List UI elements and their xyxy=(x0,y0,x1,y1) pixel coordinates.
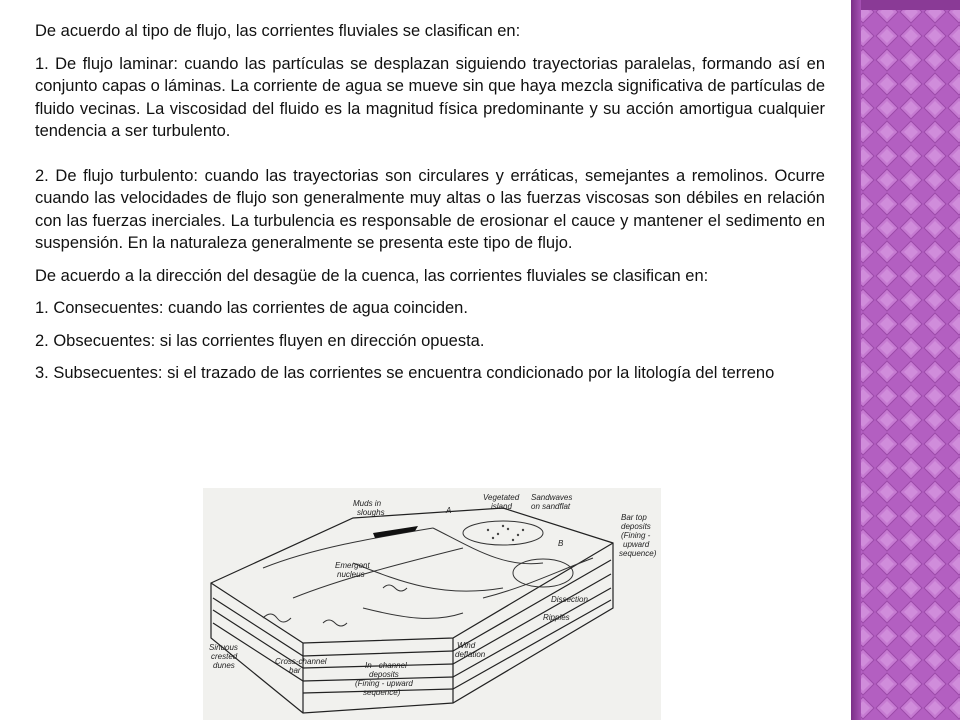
label-inchannel-4: sequence) xyxy=(363,688,401,697)
label-inchannel-2: deposits xyxy=(369,670,399,679)
braided-river-diagram xyxy=(203,488,661,720)
label-sinuous-2: crested xyxy=(211,652,238,661)
label-bartop-3: (Fining - xyxy=(621,531,651,540)
diagram-labels xyxy=(209,493,657,697)
label-sinuous-1: Sinuous xyxy=(209,643,238,652)
turbulent-flow-paragraph: 2. De flujo turbulento: cuando las trayectorias son circulares y erráticas, semejantes a remolinos. Ocurre cuando las velocidades de flujo son generalmente muy altas o las fuerzas viscosas son débiles en relación con las fuerzas inerciales. La turbulencia es responsable de erosionar el cauce y mantener el sedimento en suspensión. En la naturaleza generalmente se presenta este tipo de flujo. xyxy=(35,166,825,252)
label-sandwaves-1: Sandwaves xyxy=(531,493,573,502)
consequent-streams: 1. Consecuentes: cuando las corrientes de agua coinciden. xyxy=(35,299,468,317)
laminar-flow-paragraph: 1. De flujo laminar: cuando las partículas se desplazan siguiendo trayectorias paralelas, formando así en conjunto capas o láminas. La corriente de agua se mueve sin que haya mezcla significativa de partículas de fluido vecinas. La viscosidad del fluido es la magnitud física predominante y su acción amortigua cualquier tendencia a ser turbulento. xyxy=(35,54,825,140)
label-crosschannel-1: Cross-channel xyxy=(275,657,327,666)
label-vegetated-1: Vegetated xyxy=(483,493,520,502)
label-bartop-4: upward xyxy=(623,540,650,549)
label-vegetated-2: island xyxy=(491,502,512,511)
text-content xyxy=(35,20,825,407)
label-emergent-1: Emergent xyxy=(335,561,370,570)
label-inchannel-3: (Fining - upward xyxy=(355,679,413,688)
intro-flow-type: De acuerdo al tipo de flujo, las corrientes fluviales se clasifican en: xyxy=(35,22,521,40)
label-sinuous-3: dunes xyxy=(213,661,235,670)
sidebar-pattern xyxy=(851,0,960,720)
label-bartop-5: sequence) xyxy=(619,549,657,558)
label-wind-1: Wind xyxy=(457,641,476,650)
label-emergent-2: nucleus xyxy=(337,570,365,579)
label-sloughs: sloughs xyxy=(357,508,385,517)
label-a: A xyxy=(446,506,452,515)
diagram-svg xyxy=(203,488,661,720)
obsequent-streams: 2. Obsecuentes: si las corrientes fluyen en dirección opuesta. xyxy=(35,331,485,350)
intro-drainage-direction: De acuerdo a la dirección del desagüe de la cuenca, las corrientes fluviales se clasifican en: xyxy=(35,266,709,285)
label-sandwaves-2: on sandflat xyxy=(531,502,571,511)
subsequent-streams: 3. Subsecuentes: si el trazado de las corrientes se encuentra condicionado por la litología del terreno xyxy=(35,364,775,382)
label-bartop-2: deposits xyxy=(621,522,651,531)
label-ripples: Ripples xyxy=(543,613,570,622)
label-crosschannel-2: bar xyxy=(289,666,301,675)
decorative-sidebar xyxy=(851,0,960,720)
label-wind-2: deflation xyxy=(455,650,486,659)
label-bartop-1: Bar top xyxy=(621,513,647,522)
label-b: B xyxy=(558,539,564,548)
label-dissection: Dissection xyxy=(551,595,588,604)
label-muds: Muds in xyxy=(353,499,382,508)
label-inchannel-1: In - channel xyxy=(365,661,407,670)
vegetation-dots xyxy=(487,525,524,541)
